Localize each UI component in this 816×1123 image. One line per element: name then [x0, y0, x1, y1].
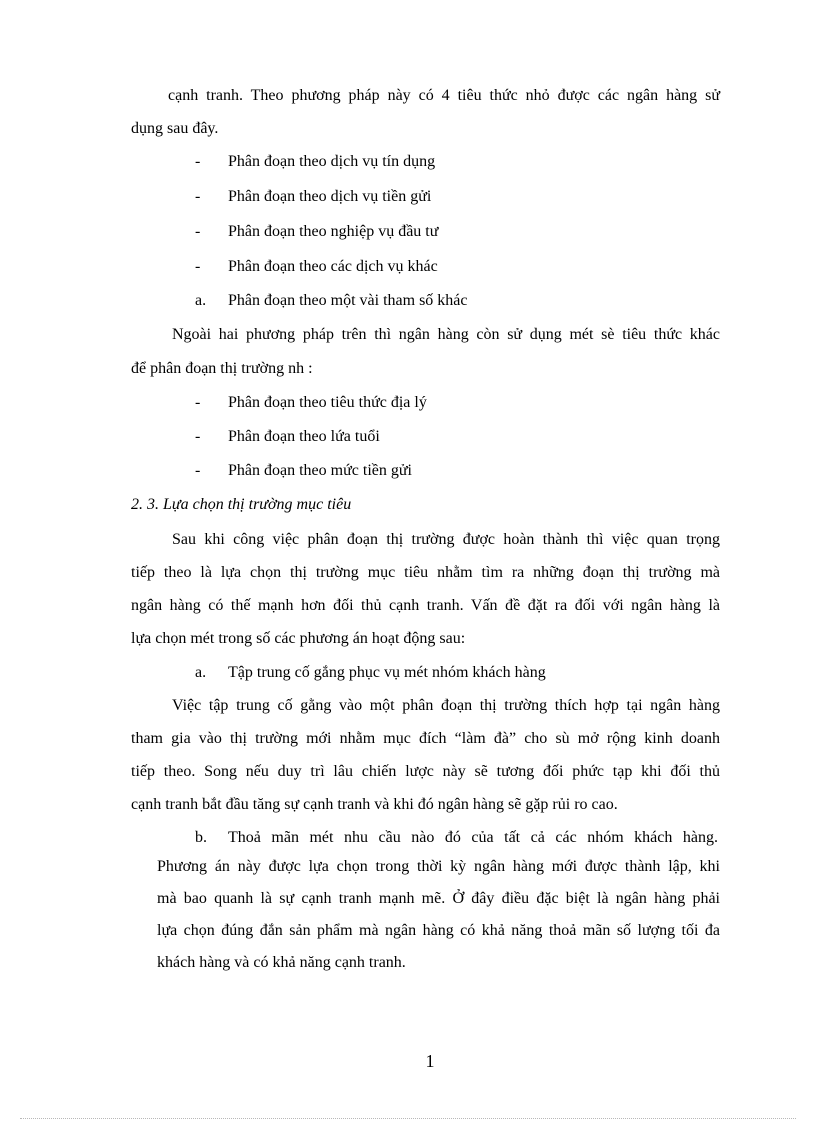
paragraph-line: khách hàng và có khả năng cạnh tranh.	[157, 954, 406, 971]
list-item: Phân đoạn theo các dịch vụ khác	[228, 258, 438, 275]
list-marker: b.	[195, 829, 207, 846]
paragraph-line: Sau khi công việc phân đoạn thị trường được hoàn thành thì việc quan trọng	[172, 531, 720, 548]
paragraph-line: tiếp theo. Song nếu duy trì lâu chiến lược này sẽ tương đối phức tạp khi đối thủ	[131, 763, 720, 780]
paragraph-line: Ngoài hai phương pháp trên thì ngân hàng còn sử dụng mét sè tiêu thức khác	[172, 326, 720, 343]
paragraph-line: Phương án này được lựa chọn trong thời kỳ ngân hàng mới được thành lập, khi	[157, 858, 720, 875]
list-marker: -	[195, 462, 201, 479]
paragraph-line: lựa chọn mét trong số các phương án hoạt động sau:	[131, 630, 466, 647]
list-item: Phân đoạn theo lứa tuổi	[228, 428, 380, 445]
list-item: Phân đoạn theo dịch vụ tiền gửi	[228, 188, 432, 205]
list-marker: -	[195, 188, 201, 205]
paragraph-line: mà bao quanh là sự cạnh tranh mạnh mẽ. Ở đây điều đặc biệt là ngân hàng phải	[157, 890, 720, 907]
paragraph-line: ngân hàng có thế mạnh hơn đối thủ cạnh tranh. Vấn đề đặt ra đối với ngân hàng là	[131, 597, 720, 614]
paragraph-line: tiếp theo là lựa chọn thị trường mục tiêu nhằm tìm ra những đoạn thị trường mà	[131, 564, 720, 581]
list-item: Phân đoạn theo dịch vụ tín dụng	[228, 153, 436, 170]
paragraph-line: lựa chọn đúng đắn sản phẩm mà ngân hàng có khả năng thoả mãn số lượng tối đa	[157, 922, 720, 939]
list-marker: a.	[195, 292, 207, 309]
paragraph-line: cạnh tranh bắt đầu tăng sự cạnh tranh và khi đó ngân hàng sẽ gặp rủi ro cao.	[131, 796, 618, 813]
list-marker: -	[195, 394, 201, 411]
paragraph-line: để phân đoạn thị trường nh :	[131, 360, 313, 377]
list-marker: -	[195, 223, 201, 240]
list-marker: a.	[195, 664, 207, 681]
paragraph-line: Việc tập trung cố gằng vào một phân đoạn thị trường thích hợp tại ngân hàng	[172, 697, 720, 714]
list-item: Phân đoạn theo mức tiền gửi	[228, 462, 412, 479]
paragraph-line: dụng sau đây.	[131, 120, 219, 137]
footer-divider	[20, 1118, 796, 1119]
section-heading: 2. 3. Lựa chọn thị trường mục tiêu	[131, 496, 352, 513]
paragraph-line: tham gia vào thị trường mới nhằm mục đích “làm đà” cho sù mở rộng kinh doanh	[131, 730, 720, 747]
paragraph-line: Thoả mãn mét nhu cầu nào đó của tất cả các nhóm khách hàng.	[228, 829, 718, 846]
list-item: Phân đoạn theo tiêu thức địa lý	[228, 394, 427, 411]
list-item: Phân đoạn theo một vài tham số khác	[228, 292, 468, 309]
list-marker: -	[195, 258, 201, 275]
paragraph-line: cạnh tranh. Theo phương pháp này có 4 tiêu thức nhỏ được các ngân hàng sử	[168, 87, 720, 104]
list-item: Tập trung cố gắng phục vụ mét nhóm khách hàng	[228, 664, 546, 681]
list-marker: -	[195, 153, 201, 170]
list-marker: -	[195, 428, 201, 445]
page-number: 1	[425, 1051, 435, 1071]
list-item: Phân đoạn theo nghiệp vụ đầu tư	[228, 223, 439, 240]
